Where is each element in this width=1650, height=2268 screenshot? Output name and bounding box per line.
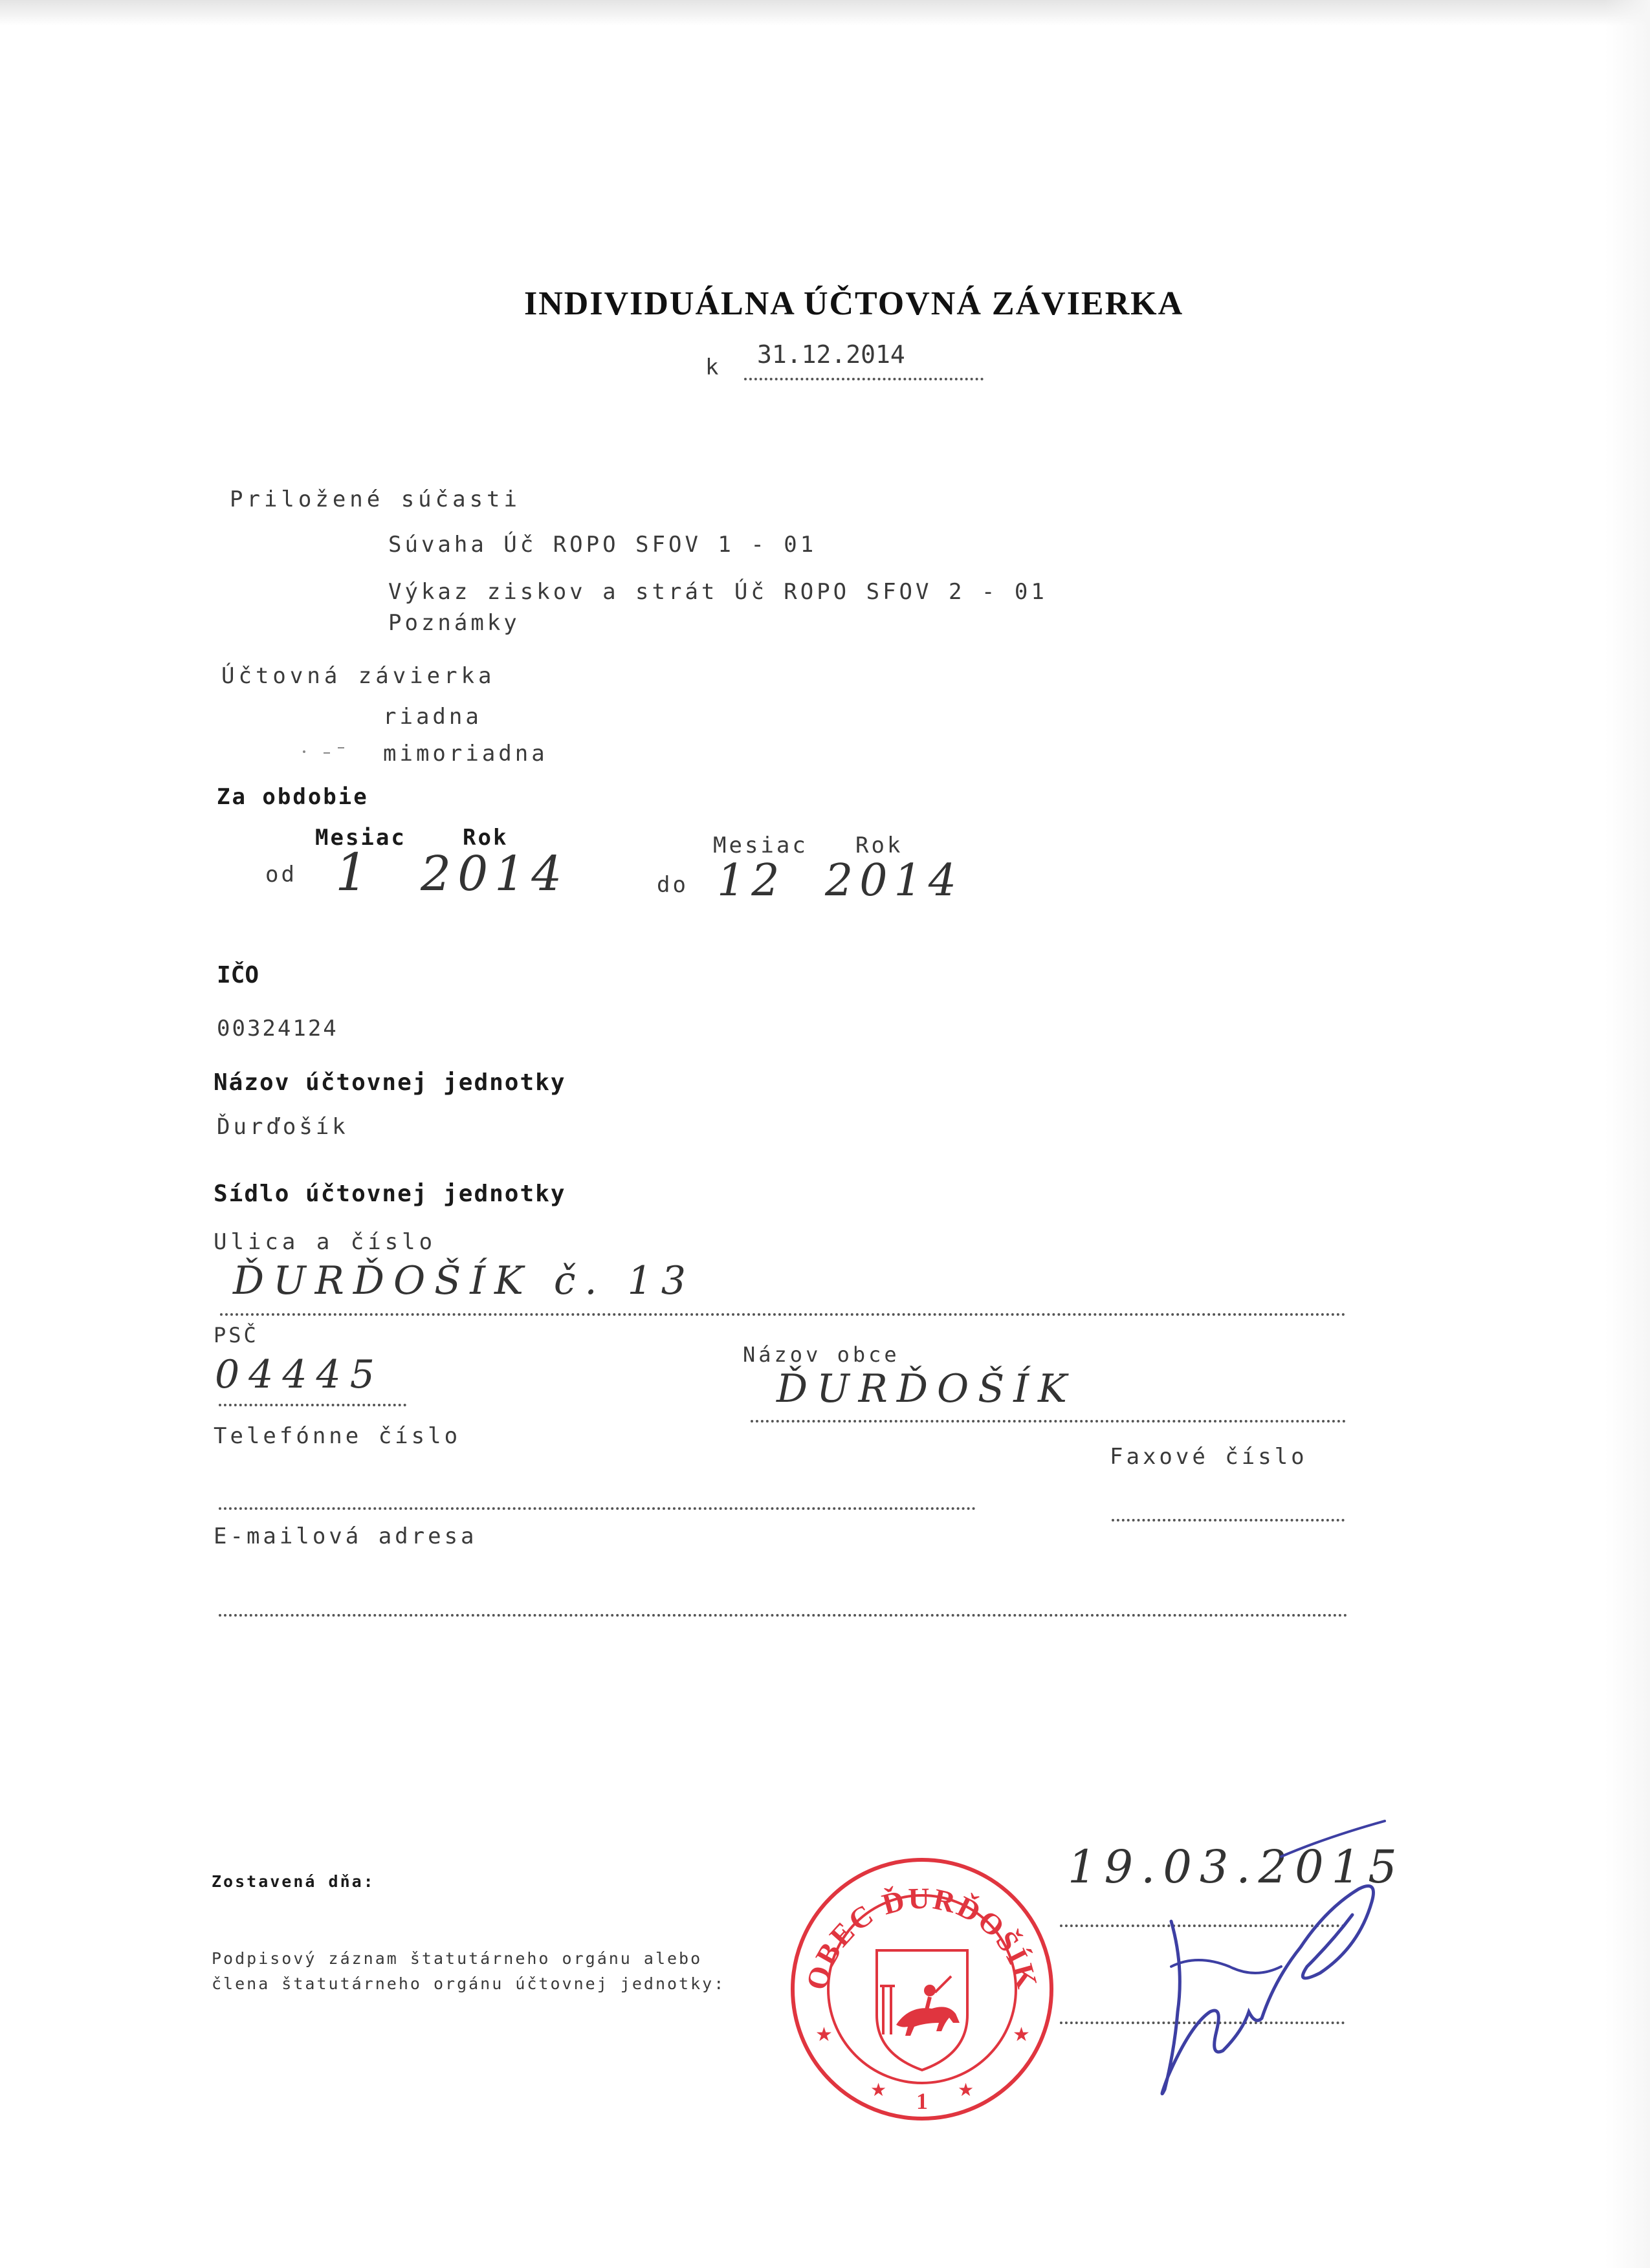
to-month-value: 12 bbox=[717, 855, 786, 906]
svg-text:★: ★ bbox=[958, 2079, 974, 2100]
psc-value: 04445 bbox=[215, 1352, 384, 1397]
psc-label: PSČ bbox=[214, 1323, 259, 1347]
signature-label-line1: Podpisový záznam štatutárneho orgánu alebo bbox=[212, 1949, 703, 1968]
municipality-label: Názov obce bbox=[743, 1342, 900, 1367]
period-label: Za obdobie bbox=[217, 784, 369, 810]
official-stamp bbox=[786, 1853, 1058, 2125]
svg-text:★: ★ bbox=[815, 2023, 833, 2046]
email-dotted-line bbox=[219, 1614, 1348, 1617]
statement-type-extraordinary: mimoriadna bbox=[383, 741, 548, 767]
to-month-header: Mesiac bbox=[713, 833, 808, 858]
to-label: do bbox=[657, 872, 688, 898]
stamp-text: OBEC ĎURĎOŠÍK bbox=[799, 1881, 1045, 1994]
phone-dotted-line bbox=[219, 1507, 976, 1510]
stamp-number: 1 bbox=[916, 2088, 928, 2114]
svg-text:★: ★ bbox=[1013, 2023, 1030, 2046]
from-month-header: Mesiac bbox=[315, 825, 406, 851]
ico-label: IČO bbox=[217, 962, 259, 988]
scan-shadow-top bbox=[0, 0, 1650, 26]
compiled-label: Zostavená dňa: bbox=[212, 1872, 375, 1891]
scan-shadow-right bbox=[1605, 0, 1650, 2268]
components-label: Priložené súčasti bbox=[230, 486, 521, 512]
document-title: INDIVIDUÁLNA ÚČTOVNÁ ZÁVIERKA bbox=[524, 285, 1184, 322]
compiled-value: 19.03.2015 bbox=[1068, 1840, 1405, 1893]
from-year-header: Rok bbox=[463, 825, 509, 851]
to-year-value: 2014 bbox=[825, 855, 963, 906]
from-year-value: 2014 bbox=[421, 846, 569, 902]
psc-dotted-line bbox=[219, 1404, 406, 1406]
svg-text:★: ★ bbox=[870, 2079, 887, 2100]
street-label: Ulica a číslo bbox=[214, 1229, 437, 1255]
street-dotted-line bbox=[220, 1313, 1346, 1316]
fax-label: Faxové číslo bbox=[1110, 1444, 1308, 1470]
fax-dotted-line bbox=[1112, 1519, 1345, 1521]
ico-value: 00324124 bbox=[217, 1016, 338, 1041]
statement-type-label: Účtovná závierka bbox=[221, 663, 496, 689]
municipality-dotted-line bbox=[751, 1420, 1346, 1423]
street-value: ĎURĎOŠÍK č. 13 bbox=[233, 1258, 695, 1303]
phone-label: Telefónne číslo bbox=[214, 1423, 461, 1449]
strikeout-mark bbox=[298, 744, 349, 757]
seat-label: Sídlo účtovnej jednotky bbox=[214, 1181, 566, 1207]
from-month-value: 1 bbox=[335, 842, 375, 902]
handwritten-signature bbox=[1113, 1818, 1411, 2115]
municipality-value: ĎURĎOŠÍK bbox=[776, 1366, 1076, 1412]
statement-type-regular: riadna bbox=[383, 704, 482, 730]
component-notes: Poznámky bbox=[388, 610, 520, 636]
signature-label-line2: člena štatutárneho orgánu účtovnej jednotky: bbox=[212, 1974, 726, 1993]
entity-name-value: Ďurďošík bbox=[217, 1114, 349, 1140]
to-year-header: Rok bbox=[855, 833, 903, 858]
from-label: od bbox=[265, 862, 297, 888]
component-profit-loss: Výkaz ziskov a strát Úč ROPO SFOV 2 - 01 bbox=[388, 579, 1048, 605]
date-value: 31.12.2014 bbox=[757, 340, 905, 369]
entity-name-label: Názov účtovnej jednotky bbox=[214, 1069, 566, 1096]
date-dotted-line bbox=[744, 378, 984, 380]
component-balance-sheet: Súvaha Úč ROPO SFOV 1 - 01 bbox=[388, 532, 817, 558]
date-prefix: k bbox=[705, 354, 719, 380]
email-label: E-mailová adresa bbox=[214, 1523, 478, 1549]
